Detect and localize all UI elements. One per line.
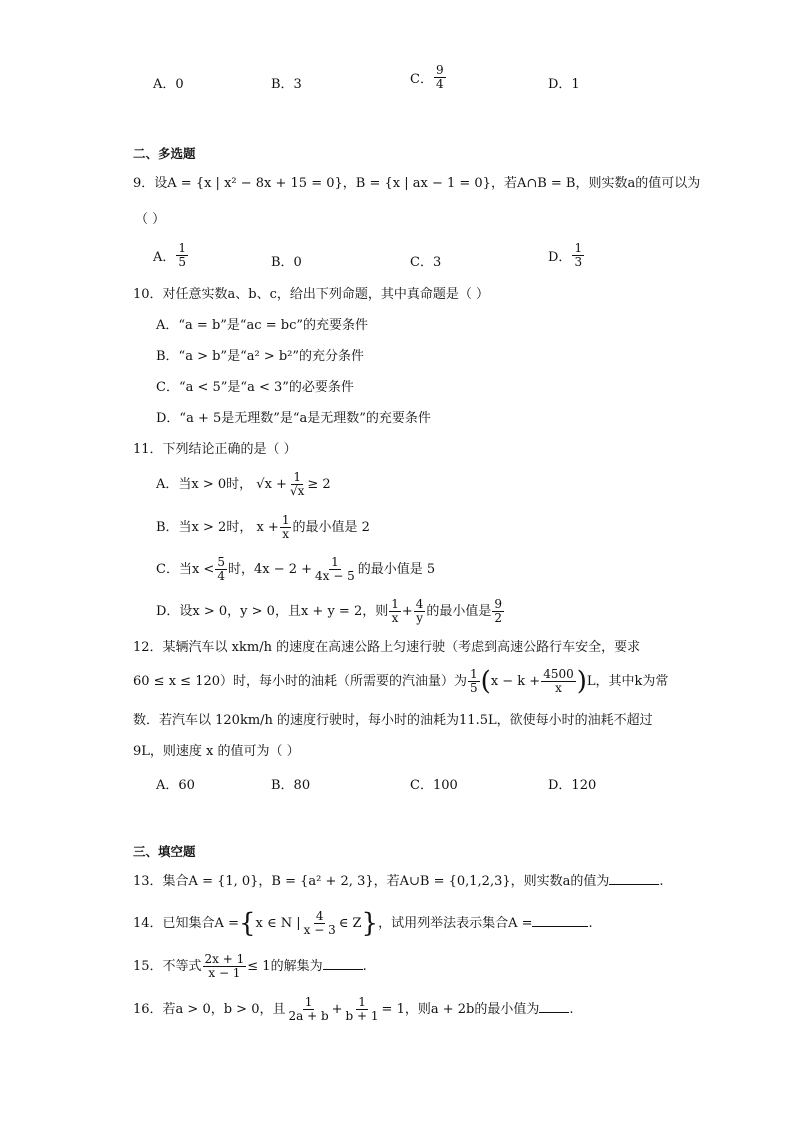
q9-option-d-fraction — [572, 242, 584, 269]
period: . — [659, 874, 664, 889]
fraction-denominator: 2a + b — [288, 1009, 329, 1023]
fraction-denominator: 5 — [470, 681, 478, 695]
q12-option-a: A．60 — [156, 778, 195, 793]
fraction-denominator: x — [555, 681, 562, 695]
right-brace: } — [361, 908, 379, 939]
fraction-numerator: 4 — [315, 909, 324, 923]
q10-option-d: D．“a + 5是无理数”是“a是无理数”的充要条件 — [156, 411, 431, 426]
q9-paren: （ ） — [135, 212, 166, 227]
q11-option-d-fraction-3 — [492, 598, 504, 625]
fraction-numerator: 1 — [470, 667, 478, 681]
fraction-numerator: 1 — [391, 597, 399, 611]
fraction-denominator: 3 — [574, 255, 583, 269]
q16-fraction-2 — [344, 996, 381, 1023]
fraction-denominator: 4 — [217, 569, 225, 583]
fraction-numerator: 1 — [281, 513, 290, 527]
option-text: A．当x > 0时， — [156, 477, 253, 492]
option-prefix: A． — [153, 250, 176, 265]
fraction-denominator: x — [391, 611, 399, 625]
q9-stem — [133, 175, 700, 193]
fraction-denominator: 2 — [494, 611, 503, 625]
q9-option-c: C．3 — [410, 255, 442, 270]
q12-option-b: B．80 — [271, 778, 311, 793]
fraction-numerator: 1 — [178, 241, 187, 255]
fraction-numerator: 5 — [217, 555, 225, 569]
q9-text: 设A = {x | x² − 8x + 15 = 0}，B = {x | ax − 1 = 0}，若A∩B = B，则实数a的值可以为 — [154, 176, 701, 191]
q11-option-a — [156, 470, 331, 500]
top-option-b: B．3 — [271, 77, 302, 92]
period: . — [569, 1002, 574, 1017]
fraction-numerator: 1 — [358, 995, 366, 1009]
q16-text: = 1，则a + 2b的最小值为 — [381, 1002, 540, 1017]
q11-option-d-fraction-2 — [414, 598, 426, 625]
q11-option-d-fraction-1 — [389, 598, 401, 625]
q9-option-a — [153, 242, 189, 269]
q10-option-c: C．“a < 5”是“a < 3”的必要条件 — [156, 380, 354, 395]
math-expression: 的最小值是 5 — [357, 562, 436, 577]
period: . — [362, 959, 367, 974]
q9-number: 9． — [133, 176, 155, 191]
top-option-c — [410, 64, 447, 91]
q16-text: 16．若a > 0，b > 0，且 — [133, 1002, 286, 1017]
math-expression: √x + — [256, 477, 287, 492]
math-expression: x − k + — [490, 674, 541, 689]
q12-line-3: 数．若汽车以 120km/h 的速度行驶时，每小时的油耗为11.5L，欲使每小时的油耗不超过 — [133, 713, 653, 728]
q14-text: 14．已知集合A = — [133, 916, 239, 931]
q10-option-b: B．“a > b”是“a² > b²”的充分条件 — [156, 349, 365, 364]
math-operator: + — [401, 604, 413, 619]
q13-text: 13．集合A = {1, 0}，B = {a² + 2, 3}，若A∪B = {0,1,2,3}，则实数a的值为 — [133, 874, 610, 889]
top-option-d: D．1 — [548, 77, 580, 92]
fraction-denominator: y — [416, 611, 423, 625]
q11-option-b — [156, 513, 370, 543]
period: . — [588, 916, 593, 931]
fraction-denominator: 4x − 5 — [315, 569, 355, 583]
fraction-denominator: x − 1 — [208, 966, 241, 980]
q11-stem: 11．下列结论正确的是（ ） — [133, 442, 297, 457]
q14-fraction — [302, 910, 338, 937]
q11-option-c-fraction-1 — [215, 556, 227, 583]
top-option-a: A．0 — [153, 77, 184, 92]
fraction-numerator: 4500 — [543, 667, 574, 681]
answer-blank[interactable] — [323, 969, 363, 970]
fraction-numerator: 2x + 1 — [204, 952, 245, 966]
fraction-numerator: 4 — [415, 597, 424, 611]
q11-option-d — [156, 597, 505, 627]
right-paren: ) — [576, 666, 587, 697]
q9-option-a-fraction — [176, 242, 188, 269]
q15-fraction — [203, 953, 247, 980]
q11-option-c — [156, 555, 435, 585]
option-prefix: D． — [548, 250, 572, 265]
fraction-denominator: b + 1 — [345, 1009, 379, 1023]
math-expression: ≥ 2 — [307, 477, 331, 492]
fraction-numerator: 9 — [435, 63, 444, 77]
q15-text: ≤ 1的解集为 — [247, 959, 323, 974]
left-paren: ( — [480, 666, 491, 697]
q12-coefficient-fraction — [468, 668, 480, 695]
q9-option-b: B．0 — [271, 255, 302, 270]
q12-option-c: C．100 — [410, 778, 458, 793]
q13 — [133, 873, 664, 891]
q15 — [133, 950, 367, 984]
top-option-c-fraction — [434, 64, 446, 91]
q12-option-d: D．120 — [548, 778, 597, 793]
fraction-denominator: 4 — [435, 77, 444, 91]
left-brace: { — [238, 908, 256, 939]
q10-option-a: A．“a = b”是“ac = bc”的充要条件 — [156, 318, 368, 333]
fraction-denominator: x — [282, 527, 290, 541]
fraction-numerator: 1 — [331, 555, 339, 569]
fraction-numerator: 9 — [494, 597, 503, 611]
q12-line-4: 9L，则速度 x 的值可为（ ） — [133, 744, 300, 759]
q14-text: ，试用列举法表示集合A = — [378, 916, 533, 931]
q12-line-1: 12．某辆汽车以 xkm/h 的速度在高速公路上匀速行驶（考虑到高速公路行车安全，要求 — [133, 640, 641, 655]
q14 — [133, 906, 593, 942]
q15-text: 15．不等式 — [133, 959, 202, 974]
q11-option-a-fraction — [288, 471, 306, 498]
q12-text: 60 ≤ x ≤ 120）时，每小时的油耗（所需要的汽油量）为 — [133, 674, 468, 689]
answer-blank[interactable] — [532, 926, 588, 927]
top-option-c-prefix: C． — [410, 72, 433, 87]
fraction-denominator: x − 3 — [303, 923, 336, 937]
fraction-numerator: 1 — [574, 241, 583, 255]
section-title-multiple-choice: 二、多选题 — [133, 146, 196, 161]
fraction-numerator: 1 — [304, 995, 313, 1009]
q12-inner-fraction — [541, 668, 576, 695]
answer-blank[interactable] — [539, 1012, 569, 1013]
fraction-denominator: 5 — [178, 255, 187, 269]
fraction-denominator: √x — [289, 484, 305, 498]
math-expression: 的最小值是 — [426, 604, 492, 619]
math-operator: + — [331, 1002, 343, 1017]
q12-text: L，其中k为常 — [586, 674, 669, 689]
math-expression: 时，4x − 2 + — [227, 562, 313, 577]
q11-option-c-fraction-2 — [313, 556, 357, 583]
q16-fraction-1 — [286, 996, 330, 1023]
q11-option-b-fraction — [280, 514, 292, 541]
math-expression: x ∈ N | — [255, 916, 301, 931]
section-title-fill-in: 三、填空题 — [133, 844, 196, 859]
option-text: B．当x > 2时， — [156, 520, 253, 535]
option-text: C．当x < — [156, 562, 215, 577]
math-expression: ∈ Z — [338, 916, 362, 931]
answer-blank[interactable] — [609, 884, 659, 885]
q9-option-d — [548, 242, 585, 269]
q12-line-2 — [133, 665, 668, 699]
option-text: D．设x > 0，y > 0，且x + y = 2，则 — [156, 604, 389, 619]
fraction-numerator: 1 — [293, 470, 301, 484]
math-expression: x + — [256, 520, 279, 535]
math-expression: 的最小值是 2 — [292, 520, 370, 535]
q10-stem: 10．对任意实数a、b、c，给出下列命题，其中真命题是（ ） — [133, 287, 490, 302]
q16 — [133, 993, 573, 1027]
